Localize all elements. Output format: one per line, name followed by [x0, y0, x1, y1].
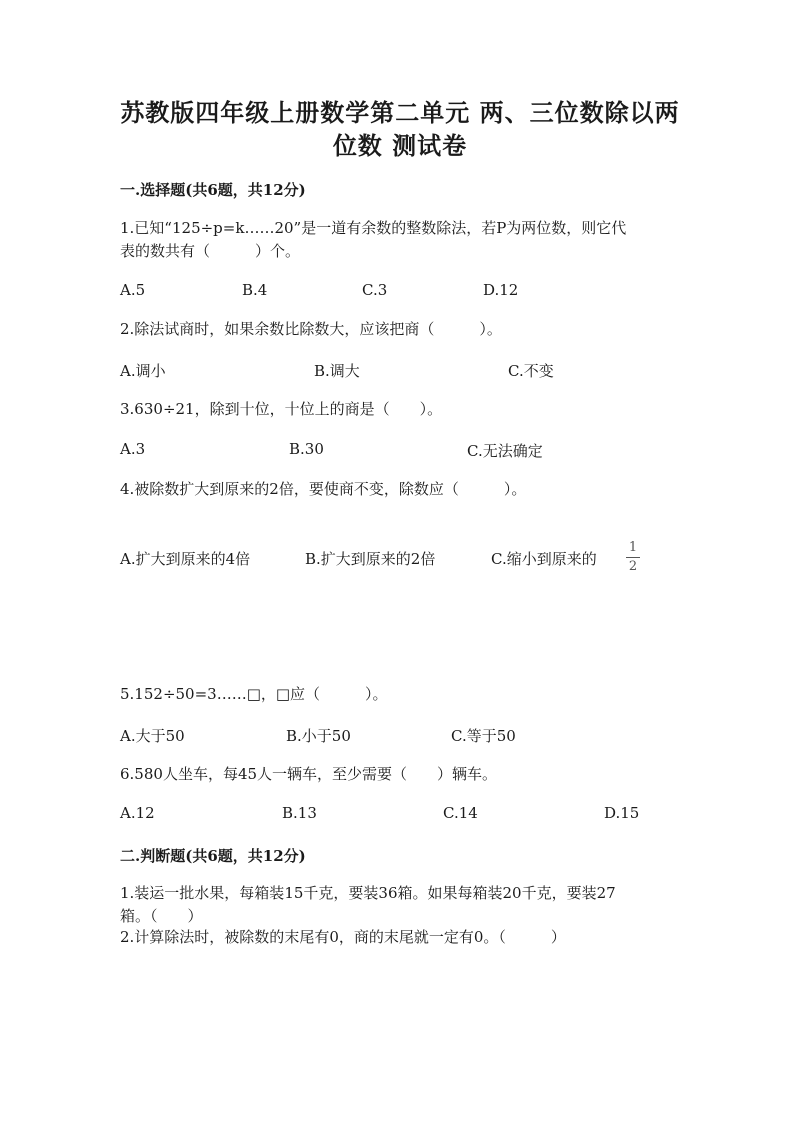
question-1-text [120, 217, 680, 263]
question-4-text: 4.被除数扩大到原来的2倍，要使商不变，除数应（ ）。 [120, 480, 527, 498]
question-1-option-c[interactable]: C.3 [362, 281, 388, 299]
question-6-option-a[interactable]: A.12 [120, 804, 155, 822]
question-3-option-a[interactable]: A.3 [120, 440, 146, 458]
judgment-1-line-2: 箱。（ ） [120, 907, 203, 925]
question-2-option-b[interactable]: B.调大 [314, 362, 360, 380]
section-heading-choice: 一.选择题(共6题，共12分) [120, 181, 306, 199]
page-title [100, 96, 700, 162]
question-6-option-b[interactable]: B.13 [282, 804, 317, 822]
judgment-2-text: 2.计算除法时，被除数的末尾有0，商的末尾就一定有0。（ ） [120, 928, 566, 946]
question-1-option-b[interactable]: B.4 [242, 281, 268, 299]
question-1-line-1: 1.已知“125÷p=k……20”是一道有余数的整数除法，若P为两位数，则它代 [120, 219, 627, 237]
question-6-text: 6.580人坐车，每45人一辆车，至少需要（ ）辆车。 [120, 765, 498, 783]
question-4-option-a[interactable]: A.扩大到原来的4倍 [120, 550, 251, 568]
question-1-option-a[interactable]: A.5 [120, 281, 146, 299]
question-5-option-a[interactable]: A.大于50 [120, 727, 185, 745]
question-1-line-2: 表的数共有（ ）个。 [120, 242, 301, 260]
question-3-text: 3.630÷21，除到十位，十位上的商是（ ）。 [120, 400, 443, 418]
question-3-option-c[interactable]: C.无法确定 [467, 442, 543, 460]
question-1-option-d[interactable]: D.12 [483, 281, 519, 299]
page-title-line-2: 位数 测试卷 [332, 131, 468, 160]
question-4-option-b[interactable]: B.扩大到原来的2倍 [305, 550, 436, 568]
question-5-option-b[interactable]: B.小于50 [286, 727, 351, 745]
fraction-denominator: 2 [628, 559, 638, 574]
question-3-option-b[interactable]: B.30 [289, 440, 324, 458]
question-2-text: 2.除法试商时，如果余数比除数大，应该把商（ ）。 [120, 320, 502, 338]
question-6-option-d[interactable]: D.15 [604, 804, 640, 822]
fraction-bar [626, 557, 640, 558]
page-title-line-1: 苏教版四年级上册数学第二单元 两、三位数除以两 [120, 98, 680, 127]
fraction-one-half [624, 541, 642, 574]
judgment-1-text [120, 882, 680, 928]
question-5-text: 5.152÷50=3……□，□应（ ）。 [120, 685, 388, 703]
question-4-option-c[interactable]: C.缩小到原来的 [491, 550, 597, 568]
question-2-option-c[interactable]: C.不变 [508, 362, 554, 380]
question-2-option-a[interactable]: A.调小 [120, 362, 166, 380]
fraction-numerator: 1 [628, 540, 638, 555]
judgment-1-line-1: 1.装运一批水果，每箱装15千克，要装36箱。如果每箱装20千克，要装27 [120, 884, 616, 902]
section-heading-true-false: 二.判断题(共6题，共12分) [120, 847, 306, 865]
question-6-option-c[interactable]: C.14 [443, 804, 478, 822]
question-5-option-c[interactable]: C.等于50 [451, 727, 516, 745]
